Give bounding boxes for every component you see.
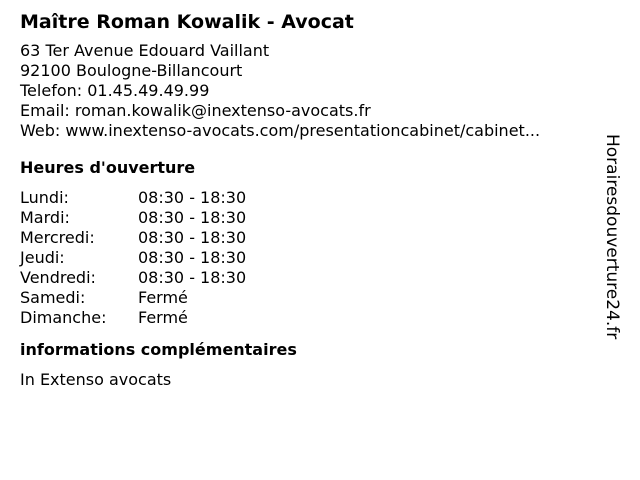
hours-value: Fermé (138, 288, 188, 307)
address-street: 63 Ter Avenue Edouard Vaillant (20, 41, 270, 60)
day-label: Samedi: (20, 288, 86, 307)
email-address: Email: roman.kowalik@inextenso-avocats.fr (20, 101, 371, 120)
additional-info-text: In Extenso avocats (20, 370, 172, 389)
site-watermark: Horairesdouverture24.fr (602, 134, 622, 340)
hours-value: 08:30 - 18:30 (138, 228, 247, 247)
phone-number: Telefon: 01.45.49.49.99 (20, 81, 210, 100)
hours-value: 08:30 - 18:30 (138, 188, 247, 207)
hours-value: Fermé (138, 308, 188, 327)
hours-value: 08:30 - 18:30 (138, 268, 247, 287)
opening-hours-table (20, 188, 600, 328)
additional-info-heading: informations complémentaires (20, 340, 297, 359)
hours-row-monday (20, 188, 600, 208)
business-card (20, 10, 600, 390)
day-label: Mercredi: (20, 228, 95, 247)
opening-hours-heading: Heures d'ouverture (20, 158, 196, 177)
hours-row-sunday (20, 308, 600, 328)
address-city: 92100 Boulogne-Billancourt (20, 61, 243, 80)
hours-value: 08:30 - 18:30 (138, 248, 247, 267)
hours-row-tuesday (20, 208, 600, 228)
hours-row-saturday (20, 288, 600, 308)
hours-row-thursday (20, 248, 600, 268)
business-title: Maître Roman Kowalik - Avocat (20, 11, 354, 33)
day-label: Vendredi: (20, 268, 96, 287)
day-label: Lundi: (20, 188, 69, 207)
hours-row-wednesday (20, 228, 600, 248)
day-label: Jeudi: (20, 248, 65, 267)
website-link: Web: www.inextenso-avocats.com/presentationcabinet/cabinet... (20, 121, 541, 140)
day-label: Dimanche: (20, 308, 107, 327)
day-label: Mardi: (20, 208, 70, 227)
hours-row-friday (20, 268, 600, 288)
hours-value: 08:30 - 18:30 (138, 208, 247, 227)
